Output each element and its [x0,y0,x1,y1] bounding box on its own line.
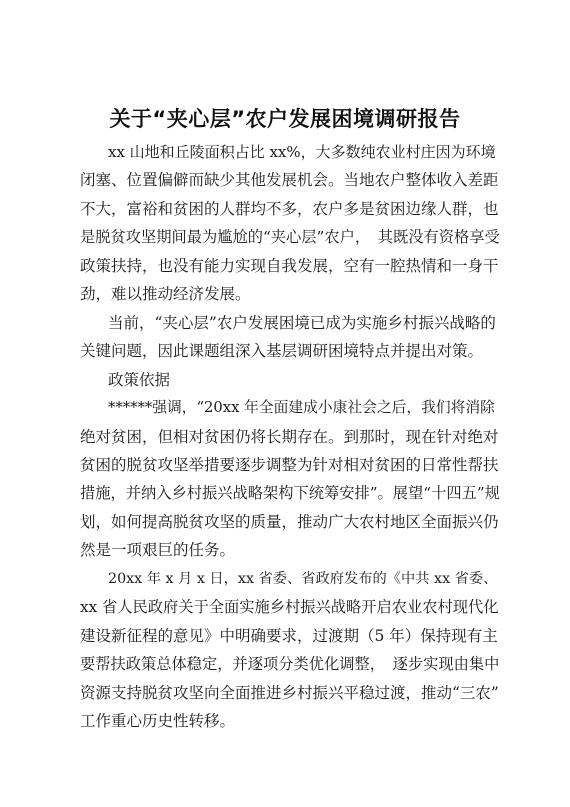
paragraph-line: xx 省人民政府关于全面实施乡村振兴战略开启农业农村现代化 [80,598,499,617]
paragraph-line: 闭塞、位置偏僻而缺少其他发展机会。当地农户整体收入差距 [80,171,499,190]
paragraph-line: 不大，富裕和贫困的人群均不多，农户多是贫困边缘人群，也 [80,199,499,218]
paragraph-line: 当前，“夹心层”农户发展困境已成为实施乡村振兴战略的 [108,313,496,332]
paragraph-line: 20xx 年 x 月 x 日，xx 省委、省政府发布的《中共 xx 省委、 [108,570,498,587]
paragraph-line: xx 山地和丘陵面积占比 xx%，大多数纯农业村庄因为环境 [108,143,496,161]
paragraph-line: 绝对贫困，但相对贫困仍将长期存在。到那时，现在针对绝对 [80,427,499,446]
paragraph-line: 划，如何提高脱贫攻坚的质量，推动广大农村地区全面振兴仍 [80,512,499,531]
paragraph-line: 建设新征程的意见》中明确要求，过渡期（5 年）保持现有主 [80,626,498,645]
paragraph-line: 措施，并纳入乡村振兴战略架构下统筹安排”。展望“十四五”规 [80,484,500,503]
paragraph-line: 劲，难以推动经济发展。 [80,285,251,304]
section-heading: 政策依据 [108,370,171,389]
paragraph-line: 然是一项艰巨的任务。 [80,541,236,560]
paragraph-line: 政策扶持，也没有能力实现自我发展，空有一腔热情和一身干 [80,256,499,275]
document-title: 关于“夹心层”农户发展困境调研报告 [109,107,461,131]
paragraph-line: 贫困的脱贫攻坚举措要逐步调整为针对相对贫困的日常性帮扶 [80,455,499,474]
paragraph-line: 关键问题，因此课题组深入基层调研困境特点并提出对策。 [80,342,484,361]
paragraph-line: 是脱贫攻坚期间最为尴尬的“夹心层”农户， 其既没有资格享受 [80,228,500,247]
paragraph-line: ******强调，“20xx 年全面建成小康社会之后，我们将消除 [108,399,495,417]
paragraph-line: 资源支持脱贫攻坚向全面推进乡村振兴平稳过渡，推动“三农” [80,683,499,702]
paragraph-line: 要帮扶政策总体稳定，并逐项分类优化调整， 逐步实现由集中 [80,655,500,674]
paragraph-line: 工作重心历史性转移。 [80,712,236,730]
